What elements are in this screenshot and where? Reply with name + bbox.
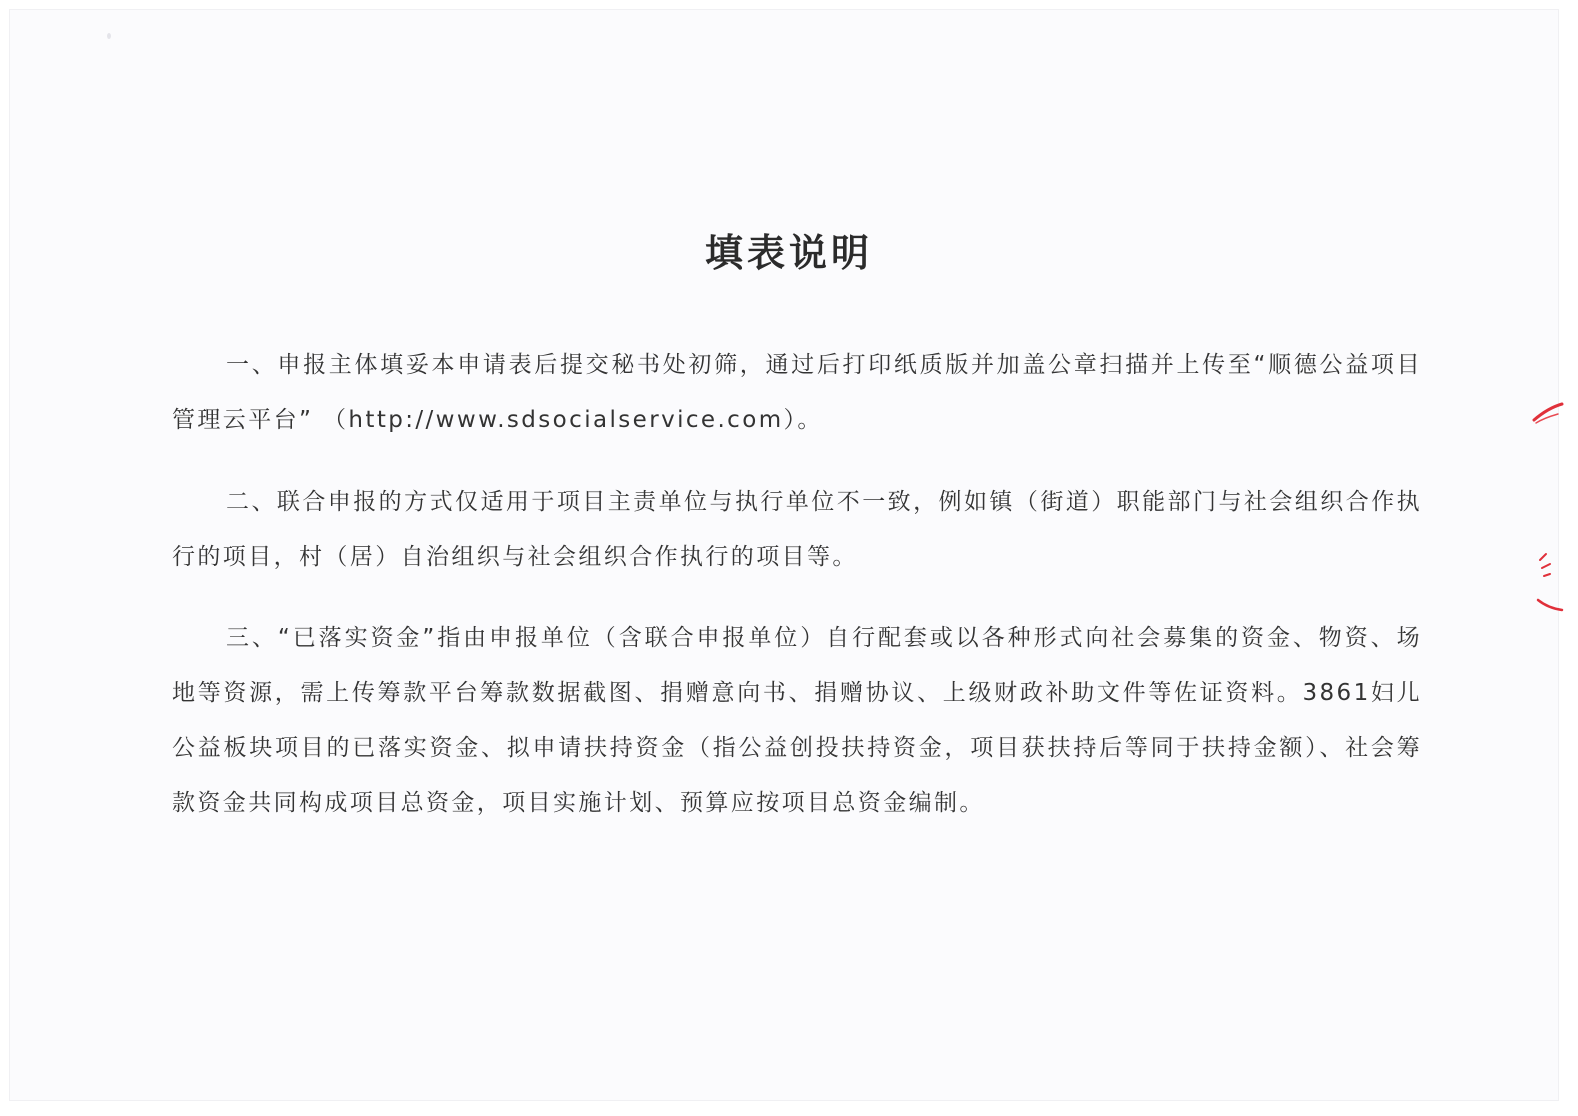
scan-speck [107, 33, 111, 39]
seal-edge-mark [1528, 390, 1564, 620]
paragraph-2: 二、联合申报的方式仅适用于项目主责单位与执行单位不一致，例如镇（街道）职能部门与社会组织合作执行的项目，村（居）自治组织与社会组织合作执行的项目等。 [172, 489, 1422, 570]
page-title: 填表说明 [704, 231, 873, 275]
paragraph-1: 一、申报主体填妥本申请表后提交秘书处初筛，通过后打印纸质版并加盖公章扫描并上传至“顺德公益项目管理云平台” （http://www.sdsocialservice.com）。 [172, 352, 1422, 433]
paragraph-3: 三、“已落实资金”指由申报单位（含联合申报单位）自行配套或以各种形式向社会募集的资金、物资、场地等资源，需上传筹款平台筹款数据截图、捐赠意向书、捐赠协议、上级财政补助文件等佐证资料。3861妇儿公益板块项目的已落实资金、拟申请扶持资金（指公益创投扶持资金，项目获扶持后等同于扶持金额）、社会筹款资金共同构成项目总资金，项目实施计划、预算应按项目总资金编制。 [172, 625, 1422, 816]
